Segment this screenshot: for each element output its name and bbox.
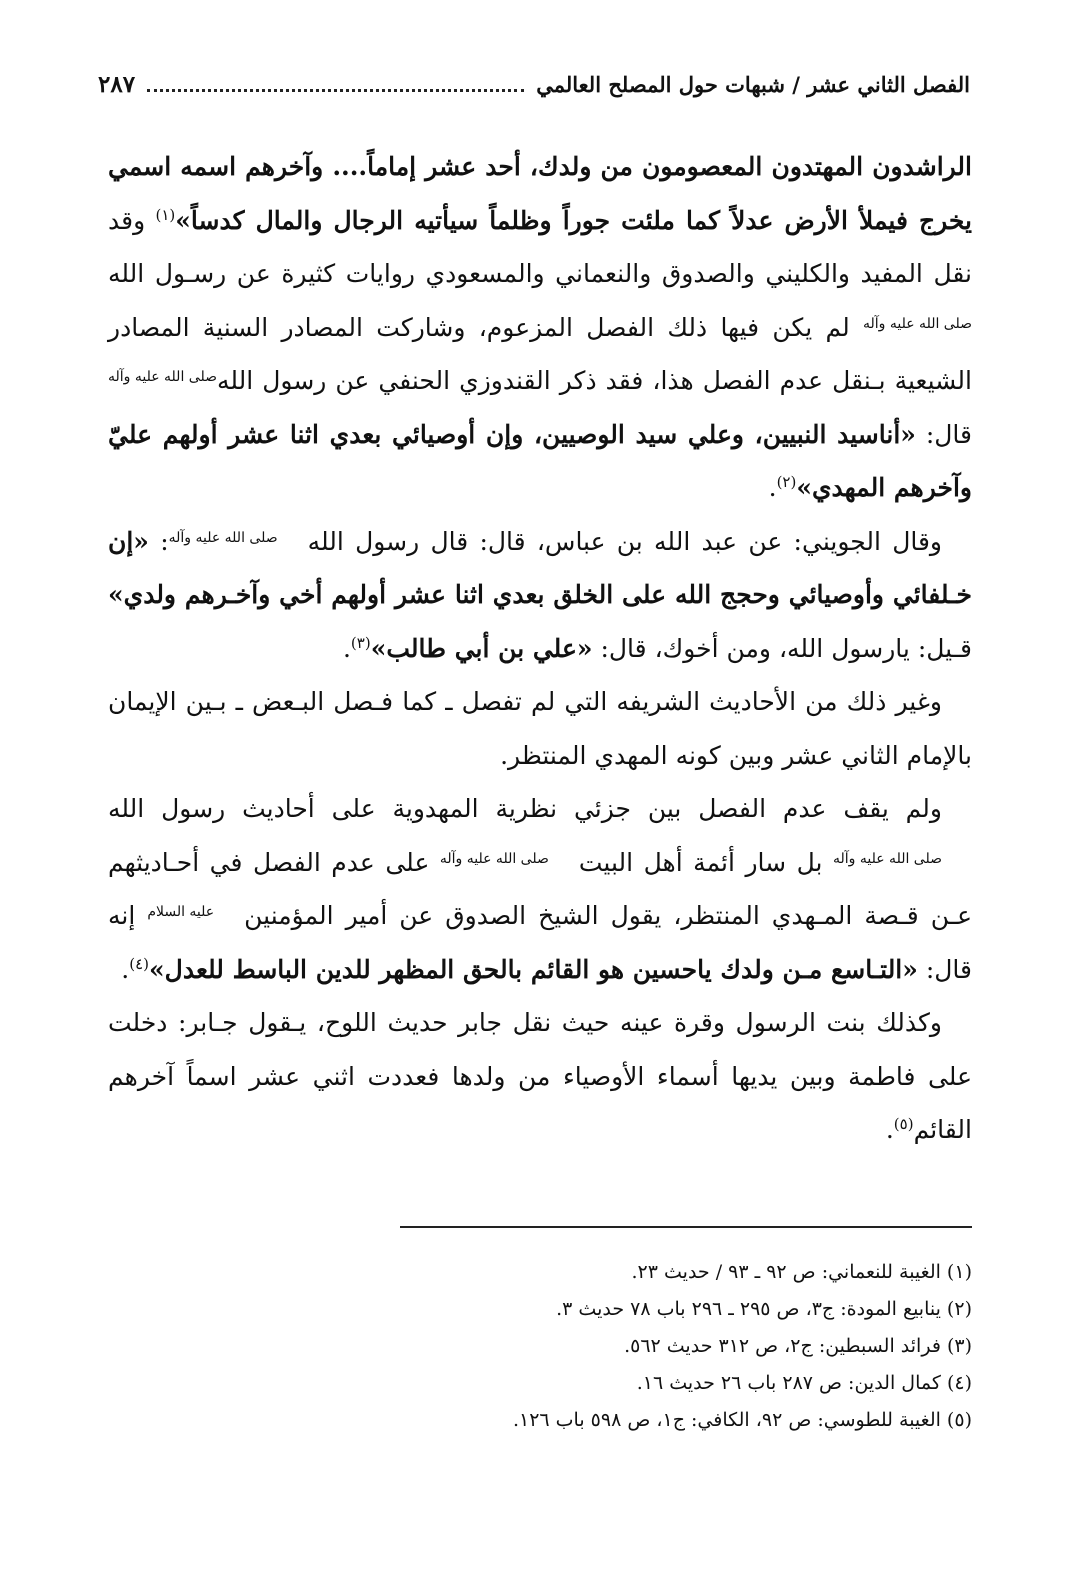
footnote: (١) الغيبة للنعماني: ص ٩٢ ـ ٩٣ / حديث ٢٣. bbox=[631, 1261, 972, 1283]
paragraph-text: . bbox=[342, 633, 351, 663]
paragraph-2 bbox=[108, 515, 972, 676]
paragraph-text: وقد نقل المفيد والكليني والصدوق والنعماني والمسعودي روايات كثيرة عن رسـول الله bbox=[108, 205, 972, 288]
honorific-glyph: عليه السلام bbox=[147, 904, 215, 920]
honorific-glyph: صلى الله عليه وآله bbox=[439, 850, 549, 867]
footnote: (٤) كمال الدين: ص ٢٨٧ باب ٢٦ حديث ١٦. bbox=[636, 1372, 972, 1394]
paragraph-text: وقال الجويني: عن عبد الله بن عباس، قال: قال رسول الله bbox=[307, 526, 942, 556]
paragraph-3 bbox=[108, 675, 972, 782]
footnote: (٢) ينابيع المودة: ج٣، ص ٢٩٥ ـ ٢٩٦ باب ٧٨ حديث ٣. bbox=[556, 1298, 972, 1320]
quote-text: «أناسيد النبيين، وعلي سيد الوصيين، وإن أوصيائي بعدي اثنا عشر أولهم عليّ وآخرهم المهدي» bbox=[108, 419, 972, 502]
footnotes bbox=[108, 1254, 972, 1439]
paragraph-text: : bbox=[148, 526, 169, 556]
footnote-ref: (١) bbox=[155, 205, 176, 224]
honorific-glyph: صلى الله عليه وآله bbox=[833, 850, 942, 867]
quote-text: «التـاسع مـن ولدك ياحسين هو القائم بالحق المظهر للدين الباسط للعدل» bbox=[149, 954, 918, 984]
main-text bbox=[108, 140, 972, 1157]
leader-dots bbox=[147, 89, 524, 92]
footnote: (٥) الغيبة للطوسي: ص ٩٢، الكافي: ج١، ص ٥٩٨ باب ١٢٦. bbox=[512, 1409, 972, 1431]
paragraph-text: . bbox=[121, 954, 130, 984]
footnote-ref: (٥) bbox=[893, 1115, 914, 1133]
paragraph-4 bbox=[108, 782, 972, 996]
paragraph-text: بل سار أئمة أهل البيت bbox=[578, 847, 834, 877]
paragraph-text: لم يكن فيها ذلك الفصل المزعوم، وشاركت المصادر السنية المصادر الشيعية بـنقل عدم الفصل هذا، فقد ذكر القندوزي الحنفي عن رسول الله bbox=[108, 312, 972, 395]
footnote-ref: (٢) bbox=[776, 473, 797, 491]
honorific-glyph: صلى الله عليه وآله bbox=[108, 369, 217, 385]
paragraph-text: . bbox=[885, 1115, 894, 1144]
paragraph-text: على عدم الفصل في أحـاديثهم عـن قـصة المـهدي المنتظر، يقول الشيخ الصدوق عن أمير المؤمنين bbox=[108, 847, 972, 930]
footnote-ref: (٣) bbox=[350, 633, 371, 652]
paragraph-text: قال: bbox=[915, 419, 972, 449]
footnote-separator bbox=[400, 1226, 972, 1228]
paragraph-text: إنه قال: bbox=[108, 901, 972, 984]
chapter-title: الفصل الثاني عشر / شبهات حول المصلح العالمي bbox=[536, 71, 970, 97]
paragraph-text: وكذلك بنت الرسول وقرة عينه حيث نقل جابر حديث اللوح، يـقول جـابر: دخلت على فاطمة وبين يديها أسماء الأوصياء من ولدها فعددت اثني عشر اسماً آخرهم القائم bbox=[108, 1008, 972, 1144]
page-number: ٢٨٧ bbox=[98, 70, 136, 98]
running-header bbox=[98, 62, 970, 106]
footnote: (٣) فرائد السبطين: ج٢، ص ٣١٢ حديث ٥٦٢. bbox=[624, 1335, 972, 1357]
paragraph-text: وغير ذلك من الأحاديث الشريفه التي لم تفصل ـ كما فـصل البـعض ـ بـين الإيمان بالإمام الثاني عشر وبين كونه المهدي المنتظر. bbox=[108, 687, 972, 770]
paragraph-text: قـيل: يارسول الله، ومن أخوك، قال: bbox=[592, 633, 972, 663]
honorific-glyph: صلى الله عليه وآله bbox=[863, 315, 972, 332]
quote-text: الراشدون المهتدون المعصومون من ولدك، أحد عشر إماماً.... وآخرهم اسمه اسمي يخرج فيملأ الأرض عدلاً كما ملئت جوراً وظلماً سيأتيه الرجال والمال كدساً» bbox=[108, 152, 973, 235]
paragraph-5 bbox=[108, 996, 972, 1157]
paragraph-text: . bbox=[768, 473, 777, 502]
paragraph-1 bbox=[108, 140, 972, 515]
paragraph-text: ولم يقف عدم الفصل بين جزئي نظرية المهدوية على أحاديث رسول الله bbox=[108, 794, 942, 823]
quote-text: «علي بن أبي طالب» bbox=[370, 633, 593, 663]
quote-text: «إن خـلفائي وأوصيائي وحجج الله على الخلق بعدي اثنا عشر أولهم أخي وآخـرهم ولدي» bbox=[108, 526, 972, 609]
honorific-glyph: صلى الله عليه وآله bbox=[168, 529, 278, 546]
footnote-ref: (٤) bbox=[129, 954, 150, 973]
